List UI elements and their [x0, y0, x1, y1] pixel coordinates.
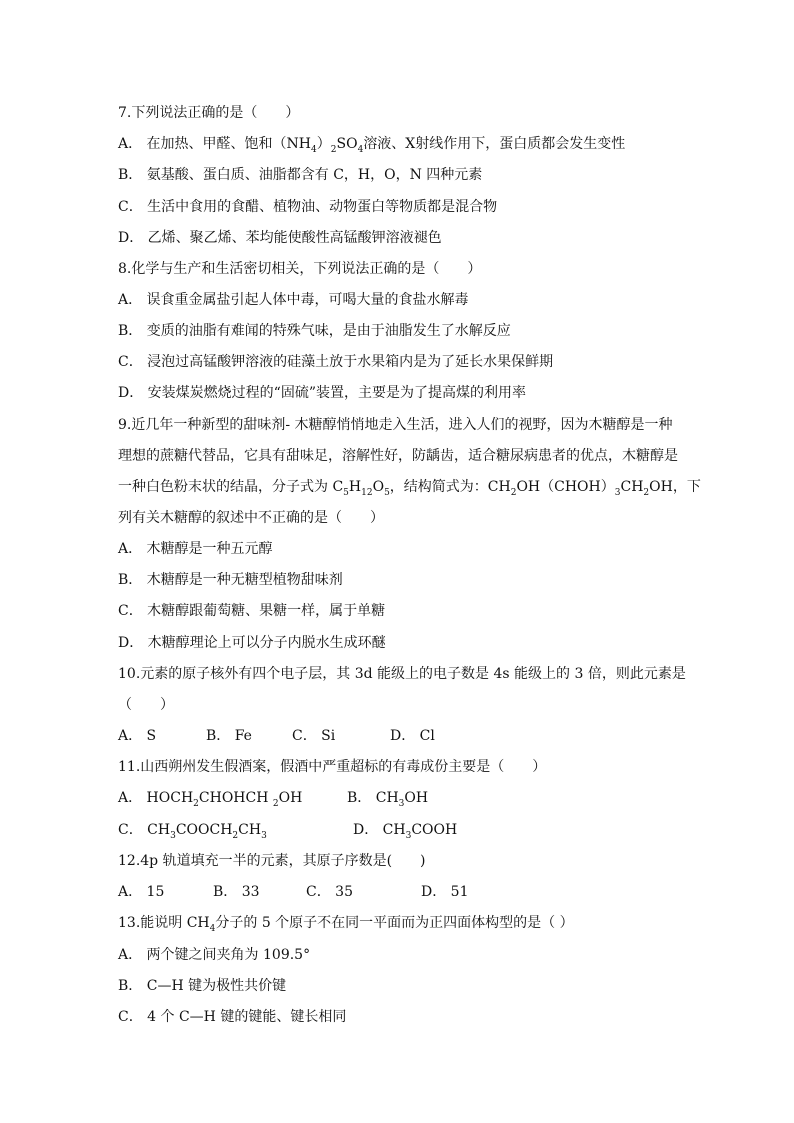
- q13-option-a: A． 两个键之间夹角为 109.5°: [118, 947, 311, 963]
- q9-option-b: B． 木糖醇是一种无糖型植物甜味剂: [118, 572, 343, 588]
- q9-line-2: 理想的蔗糖代替品，它具有甜味足，溶解性好，防龋齿，适合糖尿病患者的优点，木糖醇是: [118, 448, 678, 464]
- q8-stem: 8.化学与生产和生活密切相关，下列说法正确的是（ ）: [118, 261, 482, 277]
- q12-option-a: A． 15: [118, 884, 165, 900]
- q12-option-d: D． 51: [421, 884, 469, 900]
- q7-option-a: A． 在加热、甲醛、饱和$(NH_4)_2SO_4$溶液、X射线作用下，蛋白质都会发生变性: [118, 136, 626, 155]
- q11-stem: 11.山西朔州发生假酒案，假酒中严重超标的有毒成份主要是（ ）: [118, 759, 547, 775]
- q9-line-1: 9.近几年一种新型的甜味剂‐ 木糖醇悄悄地走入生活，进入人们的视野，因为木糖醇是一种: [118, 417, 673, 433]
- q13-option-b: B． C—H 键为极性共价键: [118, 978, 287, 994]
- q8-option-d: D． 安装煤炭燃烧过程的“固硫”装置，主要是为了提高煤的利用率: [118, 385, 526, 401]
- q9-option-c: C． 木糖醇跟葡萄糖、果糖一样，属于单糖: [118, 603, 386, 619]
- q13-stem: 13.能说明 $CH_4$分子的 5 个原子不在同一平面而为正四面体构型的是（ ）: [118, 915, 574, 934]
- q9-option-a: A． 木糖醇是一种五元醇: [118, 541, 273, 557]
- q7-option-d: D． 乙烯、聚乙烯、苯均能使酸性高锰酸钾溶液褪色: [118, 230, 442, 246]
- q9-line-4: 列有关木糖醇的叙述中不正确的是（ ）: [118, 510, 384, 526]
- q12-option-b: B． 33: [213, 884, 260, 900]
- q10-line-1: 10.元素的原子核外有四个电子层，其 3d 能级上的电子数是 4s 能级上的 3 倍，则此元素是: [118, 666, 686, 682]
- q12-stem: 12.4p 轨道填充一半的元素，其原子序数是( ): [118, 853, 426, 869]
- q11-option-c: C． $CH_3COOCH_2CH_3$: [118, 822, 267, 841]
- q9-line-3: 一种白色粉末状的结晶，分子式为 $C_5H_{12}O_5$，结构简式为：$CH_2OH(CHOH)_3CH_2OH$，下: [118, 479, 701, 498]
- q10-option-d: D． Cl: [390, 728, 435, 744]
- q10-option-c: C． Si: [292, 728, 336, 744]
- q9-option-d: D． 木糖醇理论上可以分子内脱水生成环醚: [118, 635, 386, 651]
- q8-option-b: B． 变质的油脂有难闻的特殊气味，是由于油脂发生了水解反应: [118, 323, 511, 339]
- q11-option-a: A． $HOCH_2CHOHCH$ $_2$OH: [118, 790, 303, 809]
- q10-line-2: （ ）: [118, 697, 174, 713]
- q10-option-b: B． Fe: [206, 728, 252, 744]
- q7-option-b: B． 氨基酸、蛋白质、油脂都含有 C，H，O，N 四种元素: [118, 167, 483, 183]
- q11-option-d: D． $CH_3COOH$: [353, 822, 458, 841]
- q8-option-c: C． 浸泡过高锰酸钾溶液的硅藻土放于水果箱内是为了延长水果保鲜期: [118, 354, 554, 370]
- q10-option-a: A． S: [118, 728, 157, 744]
- q12-option-c: C． 35: [306, 884, 353, 900]
- q13-option-c: C． 4 个 C—H 键的键能、键长相同: [118, 1009, 347, 1025]
- q11-option-b: B． $CH_3OH$: [347, 790, 429, 809]
- q7-stem: 7.下列说法正确的是（ ）: [118, 105, 300, 121]
- q8-option-a: A． 误食重金属盐引起人体中毒，可喝大量的食盐水解毒: [118, 292, 469, 308]
- q7-option-c: C． 生活中食用的食醋、植物油、动物蛋白等物质都是混合物: [118, 199, 498, 215]
